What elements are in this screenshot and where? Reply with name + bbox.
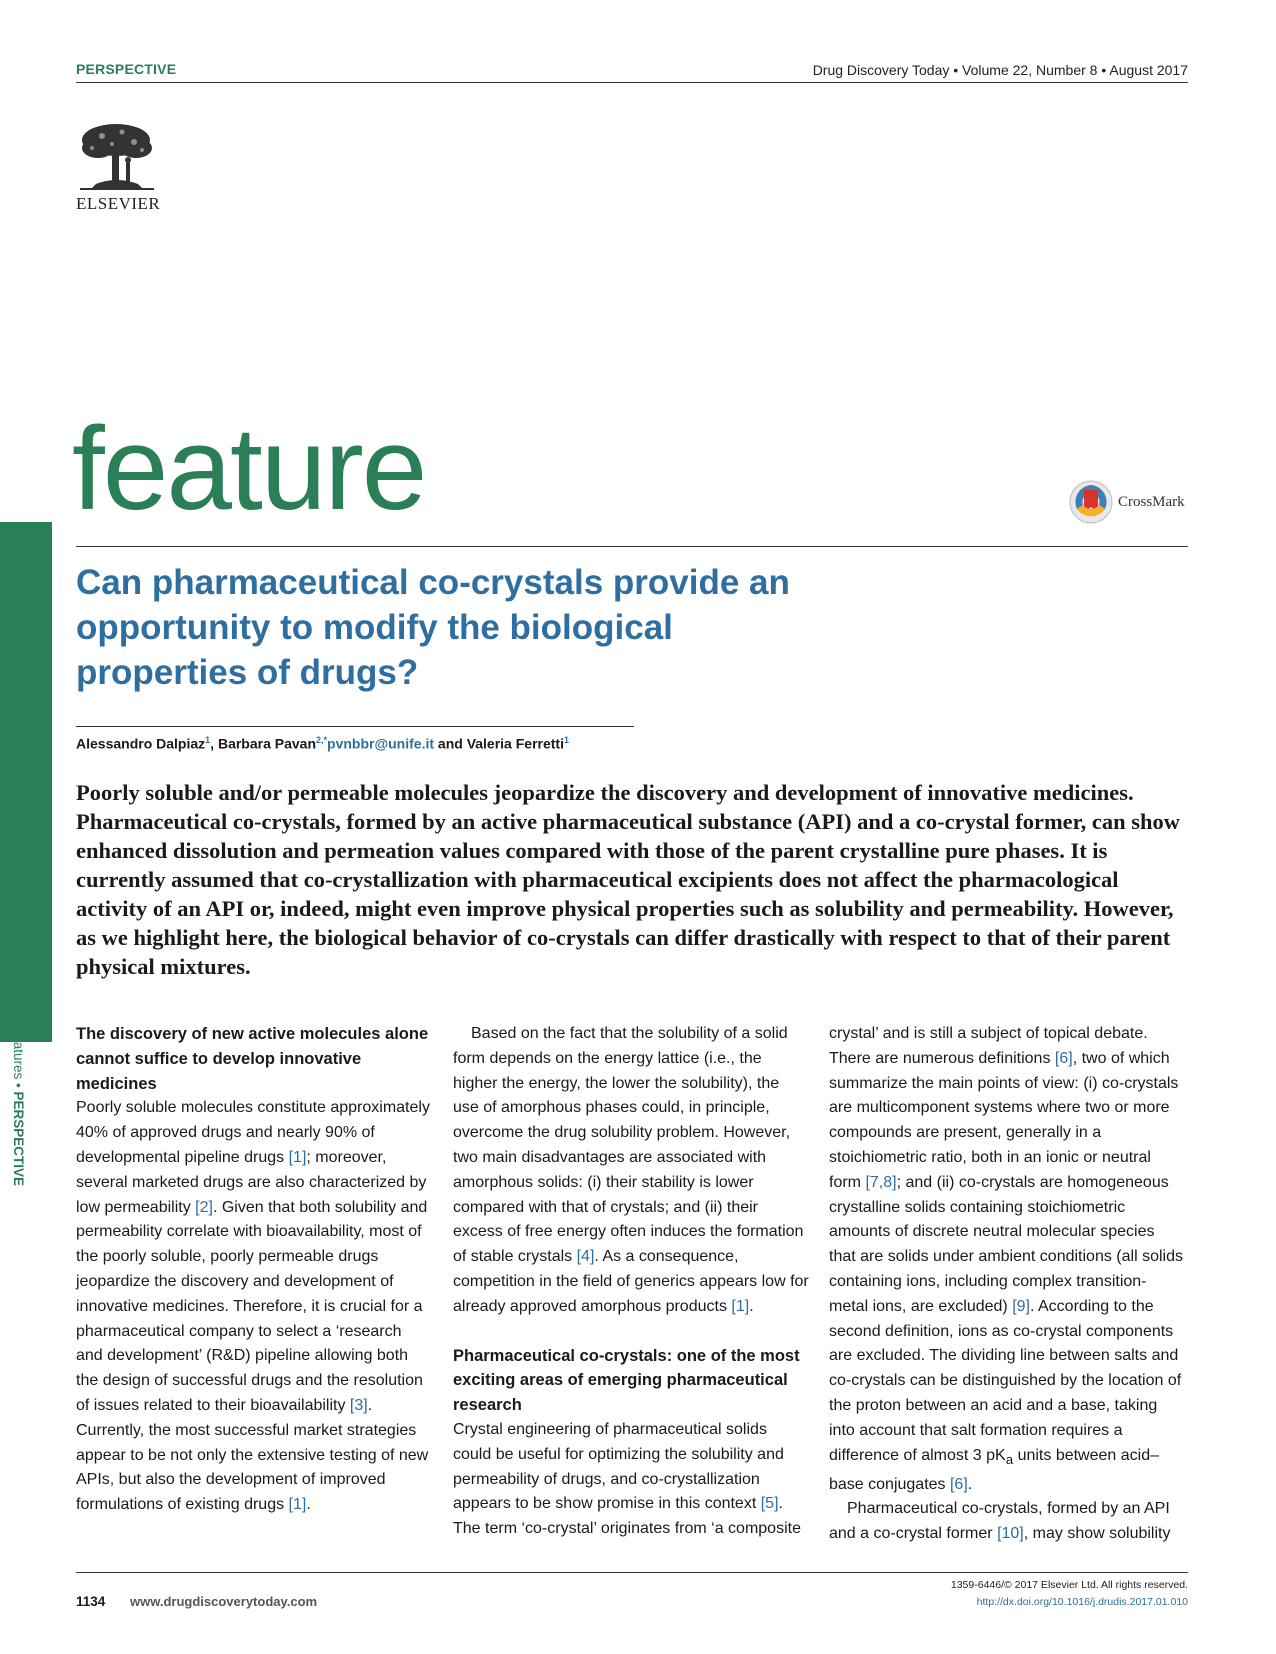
- text-run: . Currently, the most successful market strategies appear to be not only the extensive testing of new APIs, but also the development of improved formulations of existing drugs: [76, 1396, 429, 1514]
- text-run: Poorly soluble molecules constitute approximately 40% of approved drugs and nearly 90% of developmental pipeline drugs: [76, 1099, 430, 1166]
- text-run: Crystal engineering of pharmaceutical solids could be useful for optimizing the solubility and permeability of drugs, and co-crystallization appears to be show promise in this context: [453, 1420, 784, 1513]
- citation-link[interactable]: [6]: [949, 1475, 968, 1493]
- body-column-3: [829, 1022, 1185, 1547]
- citation-link[interactable]: [1]: [288, 1496, 307, 1514]
- header-rule: [76, 82, 1188, 83]
- crossmark-label: CrossMark: [1118, 493, 1185, 510]
- body-paragraph: [829, 1497, 1185, 1547]
- footer-rule: [76, 1572, 1188, 1573]
- text-run: crystal’ and is still a subject of topical debate. There are numerous definitions: [829, 1025, 1148, 1067]
- citation-link[interactable]: [5]: [760, 1495, 779, 1513]
- feature-banner: feature: [72, 403, 426, 535]
- affiliation-mark: 2,*: [316, 735, 328, 745]
- section-label: PERSPECTIVE: [76, 61, 177, 77]
- body-paragraph: [453, 1022, 809, 1320]
- text-run: , two of which summarize the main points of view: (i) co-crystals are multicomponent systems where two or more compounds are present, generally in a stoichiometric ratio, both in an ionic or neutral form: [829, 1049, 1179, 1191]
- citation-link[interactable]: [4]: [576, 1248, 595, 1266]
- doi-link[interactable]: http://dx.doi.org/10.1016/j.drudis.2017.01.010: [976, 1596, 1188, 1608]
- author-name: Barbara Pavan: [217, 735, 317, 752]
- abstract: Poorly soluble and/or permeable molecules jeopardize the discovery and development of innovative medicines. Pharmaceutical co-crystals, formed by an active pharmaceutical substance (API) and a co-crystal former, can show enhanced dissolution and permeation values compared with those of the parent crystalline pure phases. It is currently assumed that co-crystallization with pharmaceutical excipients does not affect the pharmacological activity of an API or, indeed, might even improve physical properties such as solubility and permeability. However, as we highlight here, the biological behavior of co-crystals can differ drastically with respect to that of their parent physical mixtures.: [76, 780, 1180, 979]
- author-list: Alessandro Dalpiaz$^1$, Barbara Pavan$^{2,*}$pvnbbr@unife.it and Valeria Ferretti$^1$: [76, 735, 569, 752]
- crossmark-icon: [1068, 479, 1114, 525]
- title-rule: [76, 546, 1188, 547]
- citation-link[interactable]: [7,8]: [865, 1173, 897, 1191]
- text-run: . The term ‘co-crystal’ originates from ‘a composite: [453, 1495, 801, 1538]
- author-conjunction: and: [437, 735, 463, 752]
- text-run: units between acid–base conjugates: [829, 1446, 1159, 1493]
- text-run: . According to the second definition, ions as co-crystal components are excluded. The dividing line between salts and co-crystals can be distinguished by the location of the proton between an acid and a base, taking into account that salt formation requires a difference of almost 3 pK: [829, 1297, 1182, 1464]
- citation-link[interactable]: [2]: [195, 1198, 213, 1216]
- side-tab-label: [11, 1026, 26, 1186]
- author-email-link[interactable]: pvnbbr@unife.it: [327, 735, 435, 752]
- body-column-2: [453, 1022, 809, 1542]
- section-heading: Pharmaceutical co-crystals: one of the most exciting areas of emerging pharmaceutical research: [453, 1346, 800, 1415]
- authors-rule: [76, 726, 634, 727]
- author-name: Valeria Ferretti: [466, 735, 564, 752]
- citation-link[interactable]: [3]: [349, 1396, 368, 1414]
- subscript: a: [1005, 1451, 1014, 1467]
- side-tab: [0, 522, 52, 1042]
- tree-icon: [76, 120, 158, 192]
- text-run: Based on the fact that the solubility of a solid form depends on the energy lattice (i.e., the higher the energy, the lower the solubility), the use of amorphous phases could, in principle, overcome the drug solubility problem. However, two main disadvantages are associated with amorphous solids: (i) their stability is lower compared with that of crystals; and (ii) their excess of free energy often induces the formation of stable crystals: [453, 1025, 804, 1266]
- citation-link[interactable]: [10]: [997, 1525, 1024, 1543]
- citation-link[interactable]: [9]: [1012, 1297, 1030, 1315]
- page-number: 1134: [76, 1594, 106, 1609]
- crossmark-badge[interactable]: [1068, 479, 1185, 525]
- citation-link[interactable]: [1]: [731, 1297, 750, 1315]
- body-paragraph: [829, 1022, 1185, 1497]
- text-run: .: [967, 1475, 973, 1493]
- text-run: , may show solubility: [1023, 1525, 1171, 1543]
- citation-link[interactable]: [1]: [288, 1148, 307, 1166]
- journal-citation: Drug Discovery Today • Volume 22, Number 8 • August 2017: [812, 62, 1188, 78]
- section-heading: The discovery of new active molecules alone cannot suffice to develop innovative medicines: [76, 1025, 429, 1093]
- text-run: . As a consequence, competition in the field of generics appears low for already approved amorphous products: [453, 1248, 809, 1315]
- side-tab-section: PERSPECTIVE: [11, 1091, 26, 1187]
- text-run: .: [306, 1496, 311, 1514]
- body-paragraph: [76, 1096, 432, 1518]
- author-name: Alessandro Dalpiaz: [76, 735, 206, 752]
- text-run: . Given that both solubility and permeability correlate with bioavailability, most of the poorly soluble, poorly permeable drugs jeopardize the discovery and development of innovative medicines. Therefore, it is crucial for a pharmaceutical company to select a ‘research and development’ (R&D) pipeline allowing both the design of successful drugs and the resolution of issues related to their bioavailability: [76, 1198, 428, 1414]
- elsevier-logo: [76, 120, 168, 214]
- body-column-1: [76, 1022, 432, 1518]
- text-run: .: [749, 1297, 754, 1315]
- text-run: Pharmaceutical co-crystals, formed by an API and a co-crystal former: [829, 1500, 1170, 1543]
- citation-link[interactable]: [6]: [1054, 1049, 1073, 1067]
- text-run: ; and (ii) co-crystals are homogeneous crystalline solids containing stoichiometric amounts of discrete neutral molecular species that are solids under ambient conditions (all solids containing ions, including complex transition-metal ions, are excluded): [829, 1173, 1183, 1315]
- copyright-notice: 1359-6446/© 2017 Elsevier Ltd. All rights reserved.: [950, 1579, 1188, 1591]
- side-tab-prefix: Features •: [11, 1026, 26, 1092]
- text-run: ; moreover, several marketed drugs are also characterized by low permeability: [76, 1148, 427, 1216]
- body-paragraph: [453, 1418, 809, 1542]
- article-title: Can pharmaceutical co-crystals provide an opportunity to modify the biological properties of drugs?: [76, 563, 790, 692]
- journal-website[interactable]: www.drugdiscoverytoday.com: [130, 1594, 318, 1609]
- affiliation-mark: 1: [563, 735, 569, 745]
- elsevier-wordmark: ELSEVIER: [76, 194, 161, 213]
- affiliation-mark: 1: [205, 735, 211, 745]
